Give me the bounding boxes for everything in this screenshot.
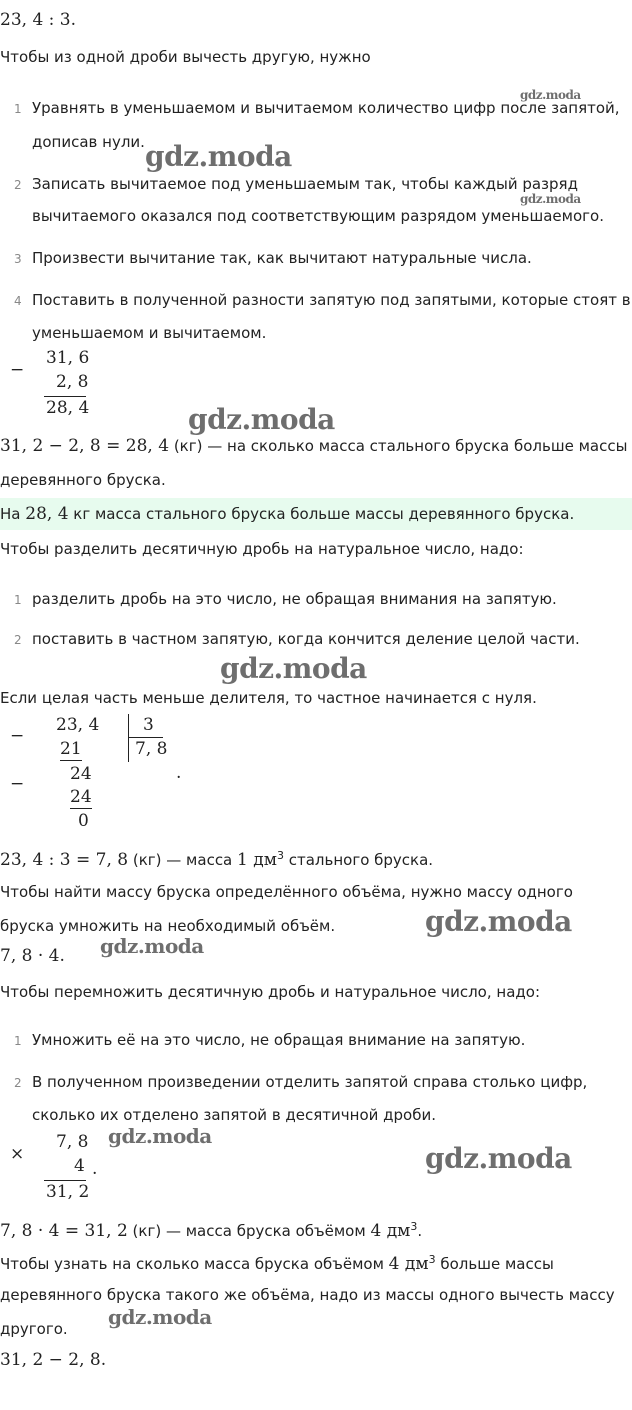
list-item: 1 Уравнять в уменьшаемом и вычитаемом количество цифр после запятой, — [14, 99, 620, 117]
watermark: gdz.moda — [108, 1124, 212, 1148]
partial-subtrahend: 21 — [60, 739, 82, 759]
trailing-dot: . — [92, 1159, 98, 1179]
list-item-cont: уменьшаемом и вычитаемом. — [32, 324, 267, 342]
watermark: gdz.moda — [425, 1142, 572, 1175]
dividend: 23, 4 — [56, 715, 100, 735]
mass-1dm-line: 23, 4 : 3 = 7, 8 (кг) — масса 1 $дм^3$ стального бруска. — [0, 849, 434, 870]
difference-line-cont: деревянного бруска. — [0, 471, 166, 489]
mult-expression: 7, 8 · 4. — [0, 946, 65, 966]
watermark: gdz.moda — [425, 905, 572, 938]
times-sign: × — [10, 1144, 25, 1164]
minus-sign: − — [10, 360, 25, 380]
watermark: gdz.moda — [188, 403, 335, 436]
quotient: 7, 8 — [135, 739, 168, 759]
column-rule — [44, 396, 86, 397]
minus-sign: − — [10, 774, 25, 794]
difference-line: 31, 2 − 2, 8 = 28, 4 (кг) — на сколько масса стального бруска больше массы — [0, 436, 628, 456]
compare-rule-cont: деревянного бруска такого же объёма, надо из массы одного вычесть массу — [0, 1286, 615, 1304]
watermark: gdz.moda — [100, 934, 204, 958]
final-expression: 31, 2 − 2, 8. — [0, 1350, 107, 1370]
watermark: gdz.moda — [145, 140, 292, 173]
partial-subtrahend: 24 — [70, 787, 92, 807]
subtrahend: 2, 8 — [56, 372, 89, 392]
list-item-cont: вычитаемого оказался под соответствующим разрядом уменьшаемого. — [32, 207, 604, 225]
multiplier: 4 — [74, 1156, 85, 1176]
product: 31, 2 — [46, 1182, 90, 1202]
column-rule — [44, 1180, 86, 1181]
list-item: 3 Произвести вычитание так, как вычитают натуральные числа. — [14, 249, 532, 267]
list-item-cont: сколько их отделено запятой в десятичной дроби. — [32, 1106, 436, 1124]
mass-4dm-line: 7, 8 · 4 = 31, 2 (кг) — масса бруска объёмом 4 $дм^3$. — [0, 1220, 423, 1241]
remainder: 24 — [70, 764, 92, 784]
volume-rule-cont: бруска умножить на необходимый объём. — [0, 917, 336, 935]
mult-rule-intro: Чтобы перемножить десятичную дробь и натуральное число, надо: — [0, 983, 540, 1001]
list-item: 1 Умножить её на это число, не обращая внимание на запятую. — [14, 1031, 526, 1049]
multiplicand: 7, 8 — [56, 1132, 89, 1152]
divisor-rule — [129, 737, 163, 738]
list-item: 2 поставить в частном запятую, когда кончится деление целой части. — [14, 630, 580, 648]
compare-rule: Чтобы узнать на сколько масса бруска объёмом 4 $дм^3$ больше массы — [0, 1253, 554, 1274]
subtraction-rule-intro: Чтобы из одной дроби вычесть другую, нужно — [0, 48, 371, 66]
answer-text: На 28, 4 кг масса стального бруска больше массы деревянного бруска. — [0, 504, 575, 524]
list-item: 4 Поставить в полученной разности запятую под запятыми, которые стоят в — [14, 291, 631, 309]
watermark: gdz.moda — [220, 652, 367, 685]
minuend: 31, 6 — [46, 348, 90, 368]
watermark: gdz.moda — [108, 1305, 212, 1329]
list-item: 2 Записать вычитаемое под уменьшаемым так, чтобы каждый разряд — [14, 175, 578, 193]
final-remainder: 0 — [78, 811, 89, 831]
division-bar — [128, 714, 129, 762]
division-rule-intro: Чтобы разделить десятичную дробь на натуральное число, надо: — [0, 540, 524, 558]
list-item: 1 разделить дробь на это число, не обращая внимания на запятую. — [14, 590, 557, 608]
difference: 28, 4 — [46, 398, 90, 418]
watermark: gdz.moda — [520, 88, 581, 102]
list-item-cont: дописав нули. — [32, 133, 145, 151]
compare-rule-cont: другого. — [0, 1320, 68, 1338]
trailing-dot: . — [176, 763, 182, 783]
division-note: Если целая часть меньше делителя, то частное начинается с нуля. — [0, 689, 537, 707]
divisor: 3 — [143, 715, 154, 735]
volume-rule: Чтобы найти массу бруска определённого объёма, нужно массу одного — [0, 883, 573, 901]
list-item: 2 В полученном произведении отделить запятой справа столько цифр, — [14, 1073, 588, 1091]
minus-sign: − — [10, 726, 25, 746]
top-expression: 23, 4 : 3. — [0, 10, 77, 30]
watermark: gdz.moda — [520, 192, 581, 206]
